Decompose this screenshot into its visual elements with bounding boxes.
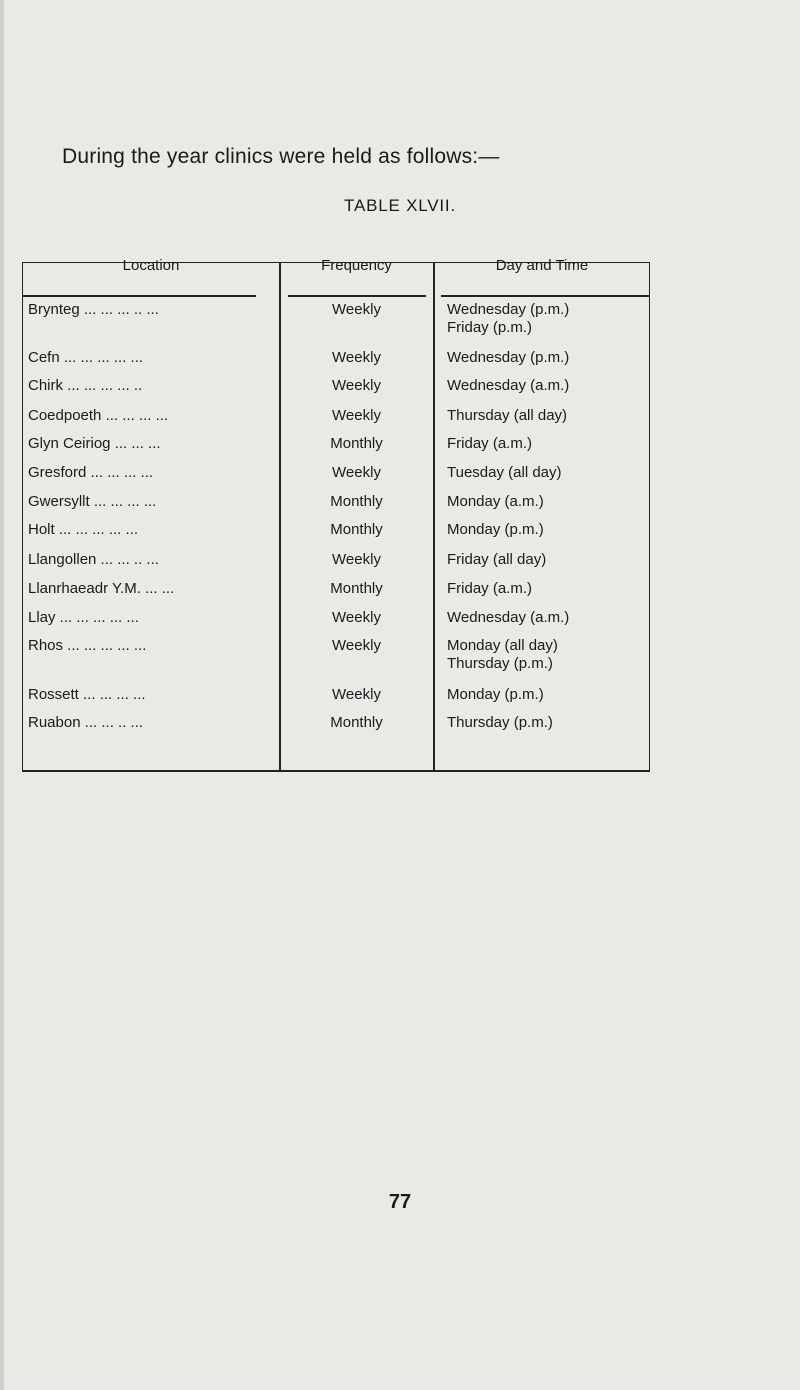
day-time-line: Wednesday (p.m.) [447,349,570,366]
frequency-cell: Monthly [330,714,383,731]
day-time-line: Wednesday (p.m.) [447,301,570,318]
day-time-cell [447,686,647,704]
clinics-table [22,257,650,772]
frequency-cell: Weekly [332,377,381,394]
location-cell: Rossett ... ... ... ... [28,686,146,703]
location-cell: Holt ... ... ... ... ... [28,521,139,538]
intro-text: During the year clinics were held as follows:— [62,145,500,168]
table-title: TABLE XLVII. [344,196,456,215]
day-time-cell [447,407,647,425]
frequency-cell: Monthly [330,580,383,597]
header-rule [441,295,649,297]
header-rule [23,295,256,297]
location-cell: Brynteg ... ... ... .. ... [28,301,159,318]
frequency-cell: Monthly [330,435,383,452]
day-time-line: Thursday (p.m.) [447,655,553,672]
location-cell: Rhos ... ... ... ... ... [28,637,147,654]
frequency-cell: Weekly [332,609,381,626]
column-header-label: Day and Time [495,257,589,274]
day-time-cell [447,609,647,627]
day-time-cell [447,377,647,395]
location-cell: Gresford ... ... ... ... [28,464,154,481]
day-time-cell [447,521,647,539]
location-cell: Cefn ... ... ... ... ... [28,349,144,366]
day-time-line: Friday (a.m.) [447,580,533,597]
frequency-cell: Weekly [332,349,381,366]
page-number: 77 [388,1191,412,1213]
day-time-line: Thursday (all day) [447,407,568,424]
day-time-cell [447,464,647,482]
day-time-line: Monday (a.m.) [447,493,544,510]
frequency-cell: Weekly [332,464,381,481]
frequency-cell: Weekly [332,686,381,703]
location-cell: Coedpoeth ... ... ... ... [28,407,169,424]
frequency-cell: Weekly [332,637,381,654]
location-cell: Glyn Ceiriog ... ... ... [28,435,161,452]
header-rule [288,295,426,297]
frequency-cell: Monthly [330,521,383,538]
day-time-cell [447,301,647,337]
day-time-line: Friday (all day) [447,551,547,568]
column-header-location [23,257,279,295]
day-time-cell [447,580,647,598]
frequency-cell: Weekly [332,407,381,424]
frequency-cell: Weekly [332,301,381,318]
column-header-label: Frequency [321,257,392,274]
frequency-cell: Weekly [332,551,381,568]
day-time-cell [447,551,647,569]
location-cell: Ruabon ... ... .. ... [28,714,144,731]
day-time-line: Monday (p.m.) [447,686,544,703]
day-time-line: Friday (a.m.) [447,435,533,452]
frequency-cell: Monthly [330,493,383,510]
column-header-label: Location [122,257,180,274]
day-time-cell [447,493,647,511]
day-time-line: Wednesday (a.m.) [447,609,570,626]
day-time-line: Wednesday (a.m.) [447,377,570,394]
location-cell: Llangollen ... ... .. ... [28,551,159,568]
day-time-line: Thursday (p.m.) [447,714,553,731]
day-time-cell [447,435,647,453]
day-time-line: Tuesday (all day) [447,464,562,481]
location-cell: Gwersyllt ... ... ... ... [28,493,157,510]
location-cell: Chirk ... ... ... ... .. [28,377,143,394]
day-time-line: Monday (all day) [447,637,558,654]
column-header-frequency [279,257,434,295]
day-time-cell [447,349,647,367]
location-cell: Llanrhaeadr Y.M. ... ... [28,580,175,597]
location-cell: Llay ... ... ... ... ... [28,609,139,626]
day-time-line: Friday (p.m.) [447,319,533,336]
day-time-cell [447,714,647,732]
day-time-cell [447,637,647,673]
day-time-line: Monday (p.m.) [447,521,544,538]
column-header-day-time [434,257,650,295]
